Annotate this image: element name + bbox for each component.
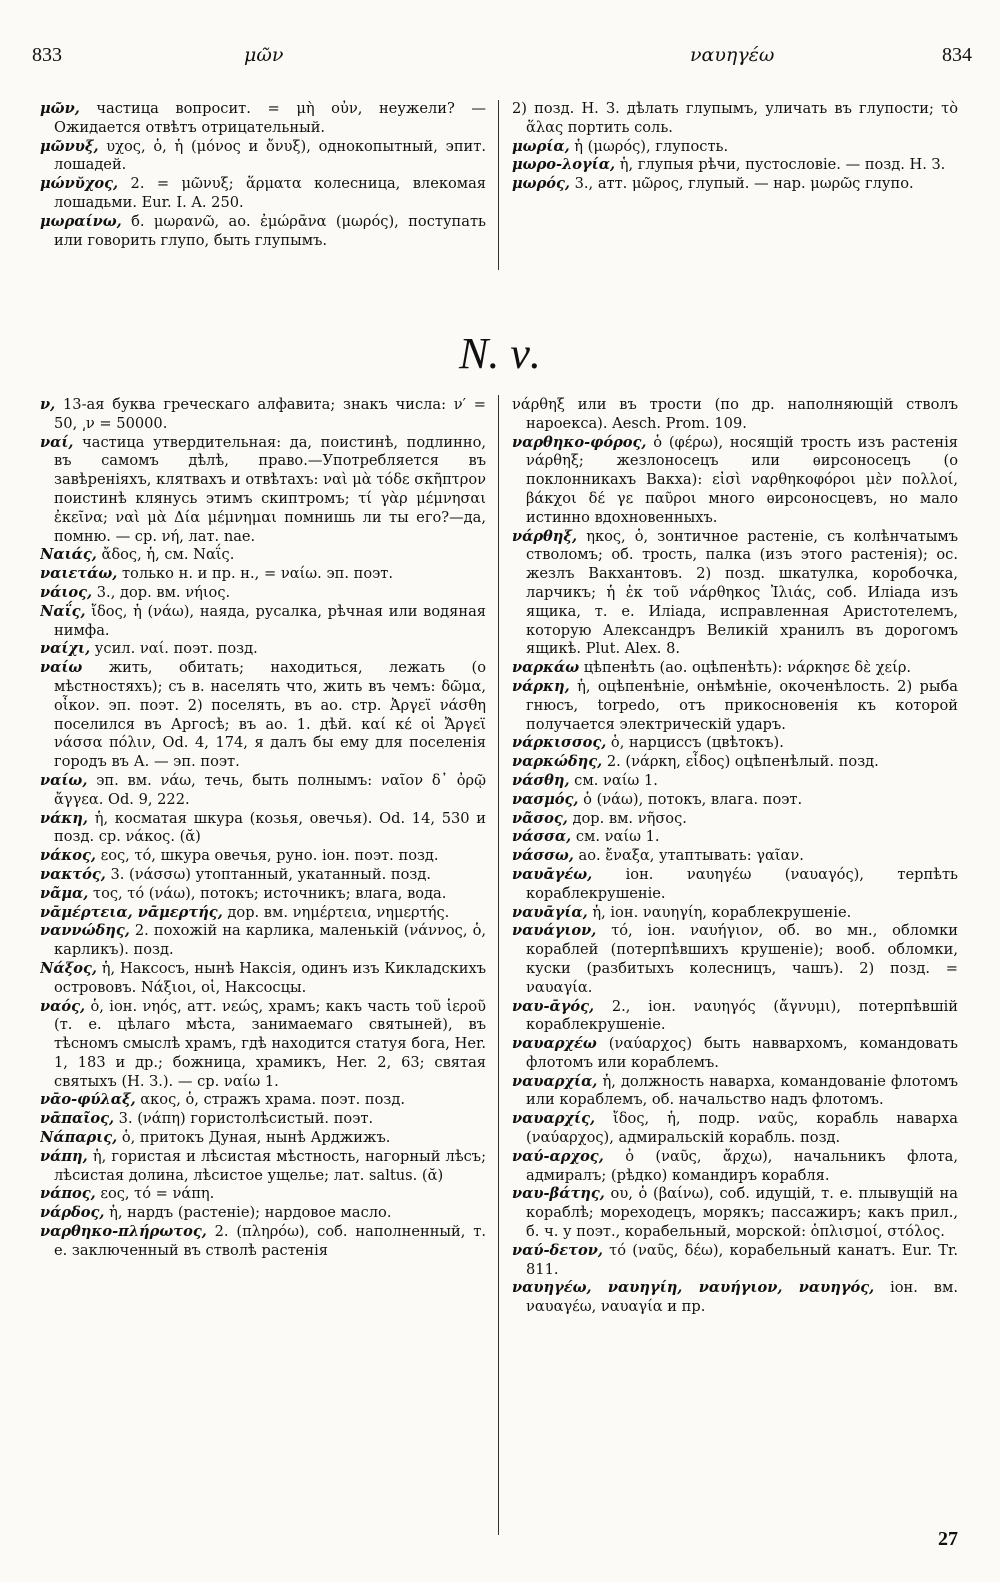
entry-headword: Νάπαρις, [40, 1129, 118, 1147]
dictionary-entry [512, 1185, 958, 1241]
dictionary-entry [40, 1204, 486, 1223]
entry-definition: ἡ, оцѣпенѣніе, онѣмѣніе, окоченѣлость. 2) рыба гнюсъ, torpedo, отъ прикосновенія къ которой получается электрическій ударъ. [526, 677, 958, 733]
entry-headword: ναίω [40, 659, 83, 677]
dictionary-entry [40, 584, 486, 603]
dictionary-entry [40, 1185, 486, 1204]
entry-headword: νάρκη, [512, 677, 570, 695]
entry-headword: ναυαρχέω [512, 1035, 597, 1053]
page-number-right: 834 [942, 44, 972, 66]
entry-definition: ὁ (ναῦς, ἄρχω), начальникъ флота, адмиралъ; (рѣдко) командиръ корабля. [526, 1147, 958, 1184]
entry-headword: νακτός, [40, 865, 106, 883]
entry-headword: νάρκισσος, [512, 734, 607, 752]
dictionary-entry [512, 922, 958, 997]
entry-definition: б. μωρανῶ, ао. ἐμώρᾱνα (μωρός), поступать или говорить глупо, быть глупымъ. [54, 212, 486, 249]
entry-definition: эп. вм. νάω, течь, быть полнымъ: ναῖον δ᾽ ὀρῷ ἄγγεα. Od. 9, 222. [54, 771, 486, 808]
entry-headword: νάκος, [40, 847, 96, 865]
entry-headword: νᾱμέρτεια, νᾱμερτής, [40, 903, 223, 921]
dictionary-entry [40, 810, 486, 848]
dictionary-entry [512, 828, 958, 847]
entry-definition: частица утвердительная: да, поистинѣ, подлинно, въ самомъ дѣлѣ, право.—Употребляется въ завѣреніяхъ, клятвахъ и отвѣтахъ: ναὶ μὰ τόδε σκῆπτρον поистинѣ клянусь этимъ скиптромъ; τί γὰρ μέμνησαι ἐκεῖνα; ναὶ μὰ Δία μέμνημαι помнишь ли ты его?—да, помню. — ср. νή, лат. nae. [54, 433, 486, 545]
entry-headword: ναυαρχίς, [512, 1110, 596, 1128]
entry-definition: τος, τό (νάω), потокъ; источникъ; влага, вода. [88, 884, 447, 902]
dictionary-entry [40, 1129, 486, 1148]
dictionary-entry [512, 1242, 958, 1280]
entry-definition: іон. ναυηγέω (ναυαγός), терпѣть кораблекрушеніе. [526, 865, 958, 902]
dictionary-entry [512, 998, 958, 1036]
entry-headword: μωρο-λογία, [512, 156, 616, 174]
dictionary-entry [40, 904, 486, 923]
entry-headword: ναύ-δετον, [512, 1241, 603, 1259]
entry-definition: 2. (πληρόω), соб. наполненный, т. е. заключенный въ стволѣ растенія [54, 1223, 486, 1259]
entry-definition: ἴδος, ἡ, подр. ναῦς, корабль наварха (ναύαρχος), адмиральскій корабль. позд. [526, 1110, 958, 1147]
entry-definition: ἡ (μωρός), глупость. [569, 137, 729, 155]
entry-definition: εος, τό, шкура овечья, руно. іон. поэт. позд. [96, 847, 439, 865]
entry-definition: 3. (νάσσω) утоптанный, укатанный. позд. [105, 865, 431, 883]
entry-headword: νάρθηξ, [512, 527, 578, 545]
entry-definition: τό, іон. ναυήγιον, об. во мн., обломки кораблей (потерпѣвшихъ крушеніе); вооб. обломки, куски (разбитыхъ колесницъ, чашъ). 2) позд. = ναυαγία. [526, 922, 958, 996]
entry-definition: ἡ, Наксосъ, нынѣ Наксія, одинъ изъ Кикладскихъ острововъ. Νάξιοι, οἱ, Наксосцы. [54, 959, 486, 996]
entry-definition: 3., дор. вм. νήιος. [92, 583, 231, 601]
dictionary-entry [512, 772, 958, 791]
entry-headword: νάσθη, [512, 771, 570, 789]
top-left-column [40, 100, 486, 280]
entry-headword: νᾶσος, [512, 809, 568, 827]
entry-definition: ὁ, нарциссъ (цвѣтокъ). [606, 734, 784, 752]
entry-definition: τό (ναῦς, δέω), корабельный канатъ. Eur. Tr. 811. [526, 1241, 958, 1278]
entry-headword: μωρία, [512, 137, 570, 155]
dictionary-entry [512, 791, 958, 810]
dictionary-entry [512, 100, 958, 138]
entry-headword: μωραίνω, [40, 212, 122, 230]
entry-definition: только н. и пр. н., = ναίω. эп. поэт. [117, 565, 394, 583]
entry-definition: ἡ, іон. ναυηγίη, кораблекрушеніе. [587, 903, 852, 921]
entry-definition: ακος, ὁ, стражъ храма. поэт. позд. [135, 1091, 405, 1109]
dictionary-entry [512, 175, 958, 194]
entry-headword: νάιος, [40, 583, 93, 601]
dictionary-entry [512, 1035, 958, 1073]
entry-headword: μωρός, [512, 175, 570, 193]
dictionary-entry [40, 1148, 486, 1186]
entry-definition: ἡ, гористая и лѣсистая мѣстность, нагорный лѣсъ; лѣсистая долина, лѣсистое ущелье; лат. saltus. (ᾰ) [54, 1147, 486, 1184]
entry-definition: усил. ναί. поэт. позд. [90, 640, 258, 658]
dictionary-entry [40, 213, 486, 251]
entry-headword: Ναιάς, [40, 546, 97, 564]
dictionary-entry [512, 396, 958, 434]
dictionary-entry [512, 1073, 958, 1111]
entry-definition: ἡ, должность наварха, командованіе флотомъ или кораблемъ, об. начальство надъ флотомъ. [526, 1072, 958, 1109]
entry-headword: ναννώδης, [40, 922, 130, 940]
column-divider-main [498, 395, 499, 1535]
entry-headword: ναυ-ᾱγός, [512, 997, 595, 1015]
entry-headword: νᾱπαῖος, [40, 1110, 115, 1128]
entry-definition: ἄδος, ἡ, см. Ναΐς. [96, 546, 235, 564]
column-divider-top [498, 100, 499, 270]
entry-definition: 13-ая буква греческаго алфавита; знакъ числа: ν′ = 50, ͵ν = 50000. [54, 396, 486, 432]
entry-headword: νᾱο-φύλαξ, [40, 1091, 136, 1109]
entry-definition: дор. вм. νημέρτεια, νημερτής. [222, 903, 450, 921]
entry-definition: ἡ, глупыя рѣчи, пустословіе. — позд. Н. З. [615, 156, 946, 174]
section-title: N. ν. [459, 329, 541, 378]
entry-definition: 3., атт. μῶρος, глупый. — нар. μωρῶς глупо. [569, 175, 914, 193]
entry-definition: частица вопросит. = μὴ οὖν, неужели? — Ожидается отвѣтъ отрицательный. [54, 100, 486, 136]
entry-definition: ὁ (νάω), потокъ, влага. поэт. [578, 790, 803, 808]
dictionary-entry [40, 960, 486, 998]
entry-definition: ἴδος, ἡ (νάω), наяда, русалка, рѣчная или водяная нимфа. [54, 602, 486, 639]
entry-headword: ναρκάω [512, 659, 580, 677]
dictionary-entry [40, 1091, 486, 1110]
entry-headword: ναί, [40, 433, 74, 451]
entry-definition: ао. ἔναξα, утаптывать: γαῖαν. [573, 847, 804, 865]
entry-headword: ναυηγέω, ναυηγίη, ναυήγιον, ναυηγός, [512, 1279, 875, 1297]
entry-definition: ὁ, притокъ Дуная, нынѣ Арджижъ. [117, 1129, 391, 1147]
entry-definition: εος, τό = νάπη. [95, 1185, 215, 1203]
entry-definition: ὁ (φέρω), носящій трость изъ растенія νάρθηξ; жезлоносецъ или ѳирсоносецъ (о поклонникахъ Вакха): εἰσὶ ναρθηκοφόροι μὲν πολλοί, βάκχοι δέ γε παῦροι много ѳирсоносцевъ, но мало истинно вдохновенныхъ. [526, 433, 958, 526]
page-header [32, 44, 972, 70]
dictionary-entry [512, 810, 958, 829]
dictionary-entry [40, 396, 486, 434]
top-right-column [512, 100, 958, 280]
dictionary-entry [40, 1110, 486, 1129]
entry-headword: νάκη, [40, 809, 88, 827]
dictionary-entry [40, 866, 486, 885]
entry-definition: 2) позд. Н. З. дѣлать глупымъ, уличать въ глупости; τὸ ἅλας портить соль. [512, 100, 958, 136]
signature-mark: 27 [938, 1528, 958, 1550]
entry-definition: υχος, ὁ, ἡ (μόνος и ὄνυξ), однокопытный, эпит. лошадей. [54, 137, 486, 174]
entry-headword: ν, [40, 396, 56, 413]
entry-definition: ου, ὁ (βαίνω), соб. идущій, т. е. плывущій на кораблѣ; мореходецъ, морякъ; пассажиръ; какъ прил., б. ч. у поэт., корабельный, морской: ὁπλισμοί, στόλος. [526, 1185, 958, 1241]
entry-headword: ναρκώδης, [512, 753, 603, 771]
entry-headword: ναύ-αρχος, [512, 1147, 604, 1165]
dictionary-entry [40, 175, 486, 213]
dictionary-entry [512, 847, 958, 866]
entry-definition: дор. вм. νῆσος. [567, 809, 687, 827]
entry-headword: ναιετάω, [40, 565, 118, 583]
entry-definition: см. ναίω 1. [569, 771, 658, 789]
entry-headword: μῶνυξ, [40, 137, 99, 155]
dictionary-entry [40, 546, 486, 565]
entry-headword: ναός, [40, 997, 86, 1015]
dictionary-entry [40, 998, 486, 1092]
entry-headword: Ναΐς, [40, 602, 86, 620]
entry-definition: ἡ, нардъ (растеніе); нардовое масло. [104, 1204, 392, 1222]
dictionary-entry [512, 1110, 958, 1148]
dictionary-entry [40, 659, 486, 772]
entry-headword: Νάξος, [40, 959, 97, 977]
dictionary-entry [512, 866, 958, 904]
dictionary-entry [512, 659, 958, 678]
dictionary-entry [40, 603, 486, 641]
page-number-left: 833 [32, 44, 62, 66]
entry-definition: ηκος, ὁ, зонтичное растеніе, съ колѣнчатымъ стволомъ; об. трость, палка (изъ этого растенія); ос. жезлъ Вакхантовъ. 2) позд. шкатулка, коробочка, ларчикъ; ἡ ἐκ τοῦ νάρθηκος Ἰλιάς, соб. Иліада изъ ящика, т. е. Иліада, исправленная Аристотелемъ, которую Александръ Великій хранилъ въ дорогомъ ящикѣ. Plut. Alex. 8. [526, 527, 958, 658]
dictionary-entry [512, 678, 958, 734]
entry-headword: νᾶμα, [40, 884, 89, 902]
entry-headword: ναρθηκο-πλήρωτος, [40, 1223, 207, 1241]
dictionary-entry [512, 904, 958, 923]
dictionary-entry [40, 138, 486, 176]
dictionary-entry [40, 847, 486, 866]
entry-headword: νάπη, [40, 1147, 88, 1165]
entry-headword: ναυαρχία, [512, 1072, 598, 1090]
entry-definition: іон. вм. ναυαγέω, ναυαγία и пр. [526, 1279, 958, 1316]
entry-headword: ναρθηκο-φόρος, [512, 433, 647, 451]
entry-definition: 2. = μῶνυξ; ἅρματα колесница, влекомая лошадьми. Eur. I. A. 250. [54, 175, 486, 211]
entry-headword: μῶν, [40, 100, 80, 117]
entry-definition: 2. (νάρκη, εἶδος) оцѣпенѣлый. позд. [602, 753, 879, 771]
dictionary-entry [40, 772, 486, 810]
dictionary-entry [40, 640, 486, 659]
entry-headword: μώνῠχος, [40, 175, 119, 193]
guide-word-left: μῶν [244, 44, 284, 66]
dictionary-entry [40, 1223, 486, 1261]
dictionary-entry [512, 156, 958, 175]
entry-definition: цѣпенѣть (ао. оцѣпенѣть): νάρκησε δὲ χείρ. [579, 659, 912, 677]
dictionary-entry [40, 100, 486, 138]
entry-definition: ὁ, іон. νηός, атт. νεώς, храмъ; какъ часть τοῦ ἱεροῦ (т. е. цѣлаго мѣста, занимаемаго святыней), въ тѣсномъ смыслѣ храмъ, гдѣ находится статуя бога, Her. 1, 183 и др.; божница, храмикъ, Her. 2, 63; святая святыхъ (Н. З.). — ср. ναίω 1. [54, 997, 486, 1090]
entry-headword: ναυ-βάτης, [512, 1185, 605, 1203]
entry-definition: νάρθηξ или въ трости (по др. наполняющій стволъ нароекса). Aesch. Prom. 109. [512, 396, 958, 432]
entry-definition: 2. похожій на карлика, маленькій (νάννος, ὁ, карликъ). позд. [54, 922, 486, 959]
entry-definition: 2., іон. ναυηγός (ἄγνυμι), потерпѣвшій кораблекрушеніе. [526, 997, 958, 1034]
dictionary-entry [512, 528, 958, 660]
entry-headword: νάπος, [40, 1185, 96, 1203]
entry-headword: ναυᾱγέω, [512, 865, 593, 883]
dictionary-entry [40, 922, 486, 960]
entry-headword: νάσσω, [512, 847, 574, 865]
dictionary-entry [512, 138, 958, 157]
dictionary-entry [512, 1279, 958, 1317]
guide-word-right: ναυηγέω [690, 44, 775, 66]
entry-headword: νάρδος, [40, 1204, 105, 1222]
dictionary-entry [40, 885, 486, 904]
entry-definition: см. ναίω 1. [571, 828, 660, 846]
main-right-column [512, 396, 958, 1536]
entry-headword: ναυᾱγία, [512, 903, 588, 921]
entry-definition: 3. (νάπη) гористолѣсистый. поэт. [114, 1110, 374, 1128]
dictionary-entry [512, 434, 958, 528]
dictionary-entry [40, 565, 486, 584]
entry-definition: ἡ, косматая шкура (козья, овечья). Od. 14, 530 и позд. ср. νάκος. (ᾰ) [54, 809, 486, 846]
entry-headword: ναίω, [40, 771, 88, 789]
dictionary-entry [512, 753, 958, 772]
entry-definition: (ναύαρχος) быть наввархомъ, командовать флотомъ или кораблемъ. [526, 1035, 958, 1071]
dictionary-entry [512, 734, 958, 753]
entry-headword: ναυάγιον, [512, 922, 597, 940]
main-left-column [40, 396, 486, 1536]
entry-headword: ναίχι, [40, 640, 91, 658]
entry-headword: νάσσα, [512, 828, 572, 846]
dictionary-entry [40, 434, 486, 547]
dictionary-entry [512, 1148, 958, 1186]
entry-headword: νασμός, [512, 790, 579, 808]
entry-definition: жить, обитать; находиться, лежать (о мѣстностяхъ); съ в. населять что, жить въ чемъ: δῶμα, οἶκον. эп. поэт. 2) поселять, въ ао. стр. Ἀργεϊ νάσθη поселился въ Аргосѣ; въ ао. 1. дѣй. καί κέ οἱ Ἄργεϊ νάσσα πόλιν, Od. 4, 174, я далъ бы ему для поселенія городъ въ А. — эп. поэт. [54, 659, 486, 771]
